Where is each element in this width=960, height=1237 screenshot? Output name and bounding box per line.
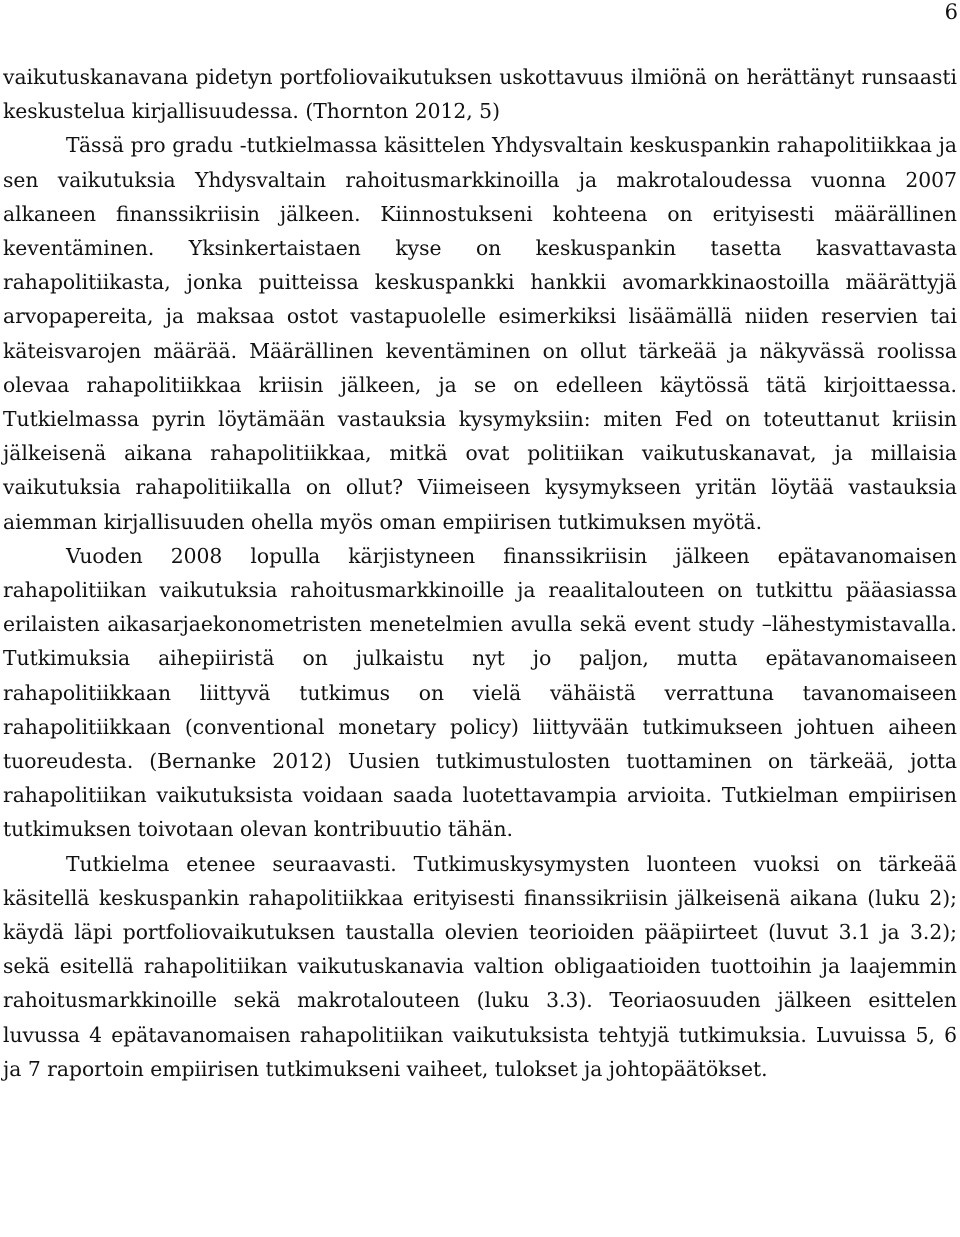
paragraph-research-scope: Tässä pro gradu -tutkielmassa käsittelen Yhdysvaltain keskuspankin rahapolitiikkaa ja sen vaikutuksia Yhdysvaltain rahoitusmarkkinoilla ja makrotaloudessa vuonna 2007 alkaneen finanssikriisin jälkeen. Kiinnostukseni kohteena on erityisesti määrällinen keventäminen. Yksinkertaistaen kyse on keskuspankin tasetta kasvattavasta rahapolitiikasta, jonka puitteissa keskuspankki hankkii avomarkkinaostoilla määrättyjä arvopapereita, ja maksaa ostot vastapuolelle esimerkiksi lisäämällä niiden reservien tai käteisvarojen määrää. Määrällinen keventäminen on ollut tärkeää ja näkyvässä roolissa olevaa rahapolitiikkaa kriisin jälkeen, ja se on edelleen käytössä tätä kirjoittaessa. Tutkielmassa pyrin löytämään vastauksia kysymyksiin: miten Fed on toteuttanut kriisin jälkeisenä aikana rahapolitiikkaa, mitkä ovat politiikan vaikutuskanavat, ja millaisia vaikutuksia rahapolitiikalla on ollut? Viimeiseen kysymykseen yritän löytää vastauksia aiemman kirjallisuuden ohella myös oman empiirisen tutkimuksen myötä. xyxy=(3,133,957,534)
page-number: 6 xyxy=(944,0,958,24)
paragraph-continued: vaikutuskanavana pidetyn portfoliovaikutuksen uskottavuus ilmiönä on herättänyt runsaasti keskustelua kirjallisuudessa. (Thornton 2012, 5) xyxy=(3,65,957,124)
paragraph-structure: Tutkielma etenee seuraavasti. Tutkimuskysymysten luonteen vuoksi on tärkeää käsitellä keskuspankin rahapolitiikkaa erityisesti finanssikriisin jälkeisenä aikana (luku 2); käydä läpi portfoliovaikutuksen taustalla olevien teorioiden pääpiirteet (luvut 3.1 ja 3.2); sekä esitellä rahapolitiikan vaikutuskanavia valtion obligaatioiden tuottoihin ja laajemmin rahoitusmarkkinoille sekä makrotalouteen (luku 3.3). Teoriaosuuden jälkeen esittelen luvussa 4 epätavanomaisen rahapolitiikan vaikutuksista tehtyjä tutkimuksia. Luvuissa 5, 6 ja 7 raportoin empiirisen tutkimukseni vaiheet, tulokset ja johtopäätökset. xyxy=(3,851,957,1081)
paragraph-previous-research: Vuoden 2008 lopulla kärjistyneen finanssikriisin jälkeen epätavanomaisen rahapolitiikan vaikutuksia rahoitusmarkkinoille ja reaalitalouteen on tutkittu pääasiassa erilaisten aikasarjaekonometristen menetelmien avulla sekä event study –lähestymistavalla. Tutkimuksia aihepiiristä on julkaistu nyt jo paljon, mutta epätavanomaiseen rahapolitiikkaan liittyvä tutkimus on vielä vähäistä verrattuna tavanomaiseen rahapolitiikkaan (conventional monetary policy) liittyvään tutkimukseen johtuen aiheen tuoreudesta. (Bernanke 2012) Uusien tutkimustulosten tuottaminen on tärkeää, jotta rahapolitiikan vaikutuksista voidaan saada luotettavampia arvioita. Tutkielman empiirisen tutkimuksen toivotaan olevan kontribuutio tähän. xyxy=(3,543,957,842)
body-text xyxy=(3,60,957,1086)
